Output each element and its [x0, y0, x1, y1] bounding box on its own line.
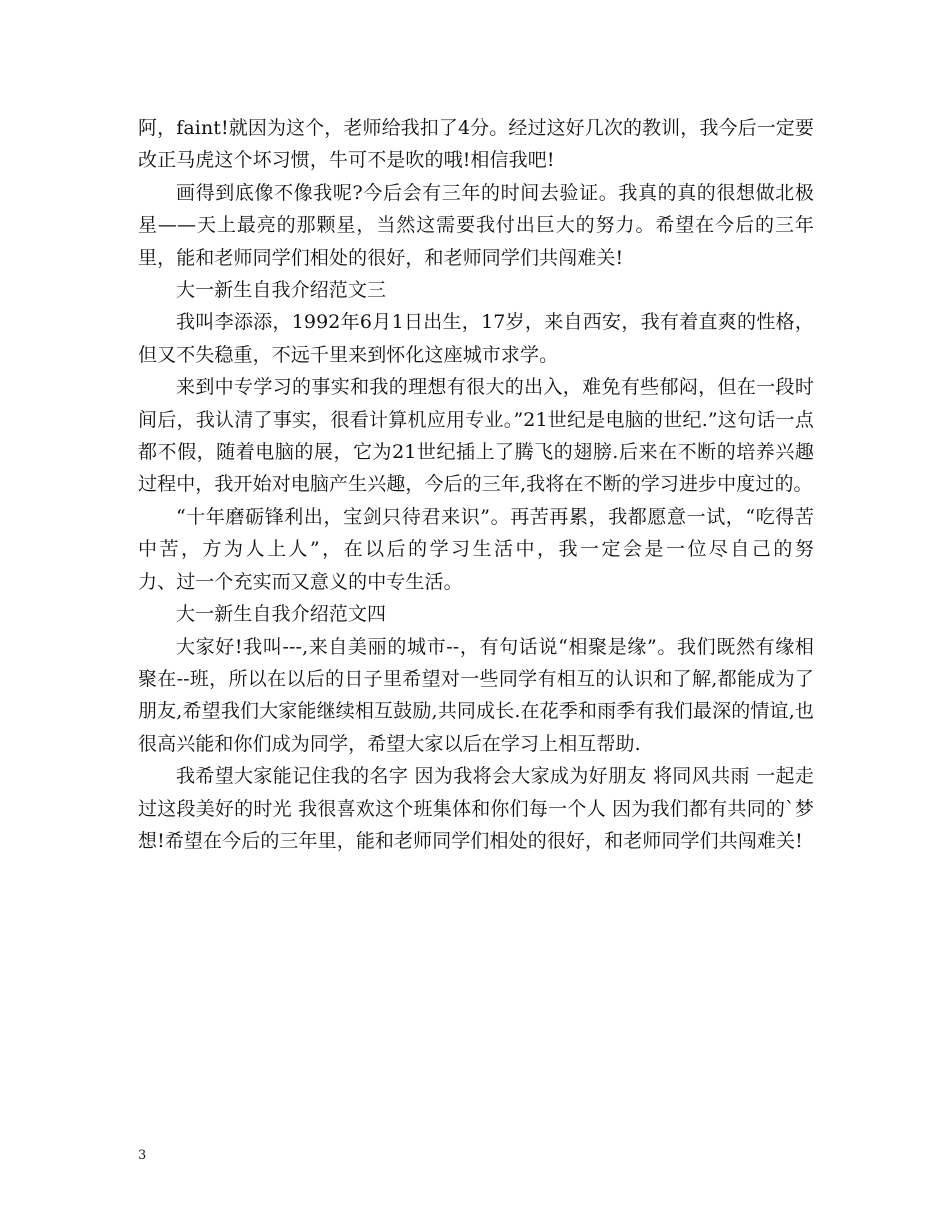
paragraph: 阿，faint!就因为这个，老师给我扣了4分。经过这好几次的教训，我今后一定要改正马虎这个坏习惯，牛可不是吹的哦!相信我吧! [138, 117, 814, 172]
paragraph: 大家好!我叫---,来自美丽的城市--，有句话说“相聚是缘”。我们既然有缘相聚在--班，所以在以后的日子里希望对一些同学有相互的认识和了解,都能成为了朋友,希望我们大家能继续相互鼓励,共同成长.在花季和雨季有我们最深的情谊,也很高兴能和你们成为同学，希望大家以后在学习上相互帮助. [138, 635, 814, 755]
section-heading: 大一新生自我介绍范文三 [176, 279, 387, 302]
page-number: 3 [138, 1148, 147, 1163]
paragraph: 我希望大家能记住我的名字 因为我将会大家成为好朋友 将同风共雨 一起走过这段美好的时光 我很喜欢这个班集体和你们每一个人 因为我们都有共同的`梦想!希望在今后的三年里，能和老师同学们相处的很好，和老师同学们共闯难关! [138, 765, 814, 852]
paragraph: 画得到底像不像我呢?今后会有三年的时间去验证。我真的真的很想做北极星——天上最亮的那颗星，当然这需要我付出巨大的努力。希望在今后的三年里，能和老师同学们相处的很好，和老师同学们共闯难关! [138, 181, 814, 269]
section-heading: 大一新生自我介绍范文四 [176, 603, 387, 626]
document-body [138, 112, 853, 857]
paragraph: 来到中专学习的事实和我的理想有很大的出入，难免有些郁闷，但在一段时间后，我认清了事实，很看计算机应用专业。”21世纪是电脑的世纪.”这句话一点都不假，随着电脑的展，它为21世纪插上了腾飞的翅膀.后来在不断的培养兴趣过程中，我开始对电脑产生兴趣，今后的三年,我将在不断的学习进步中度过的。 [138, 376, 814, 496]
paragraph: 我叫李添添，1992年6月1日出生，17岁，来自西安，我有着直爽的性格，但又不失稳重，不远千里来到怀化这座城市求学。 [138, 311, 814, 366]
paragraph: “十年磨砺锋利出，宝剑只待君来识”。再苦再累，我都愿意一试，“吃得苦中苦，方为人上人”，在以后的学习生活中，我一定会是一位尽自己的努 力、过一个充实而又意义的中专生活。 [138, 505, 853, 593]
